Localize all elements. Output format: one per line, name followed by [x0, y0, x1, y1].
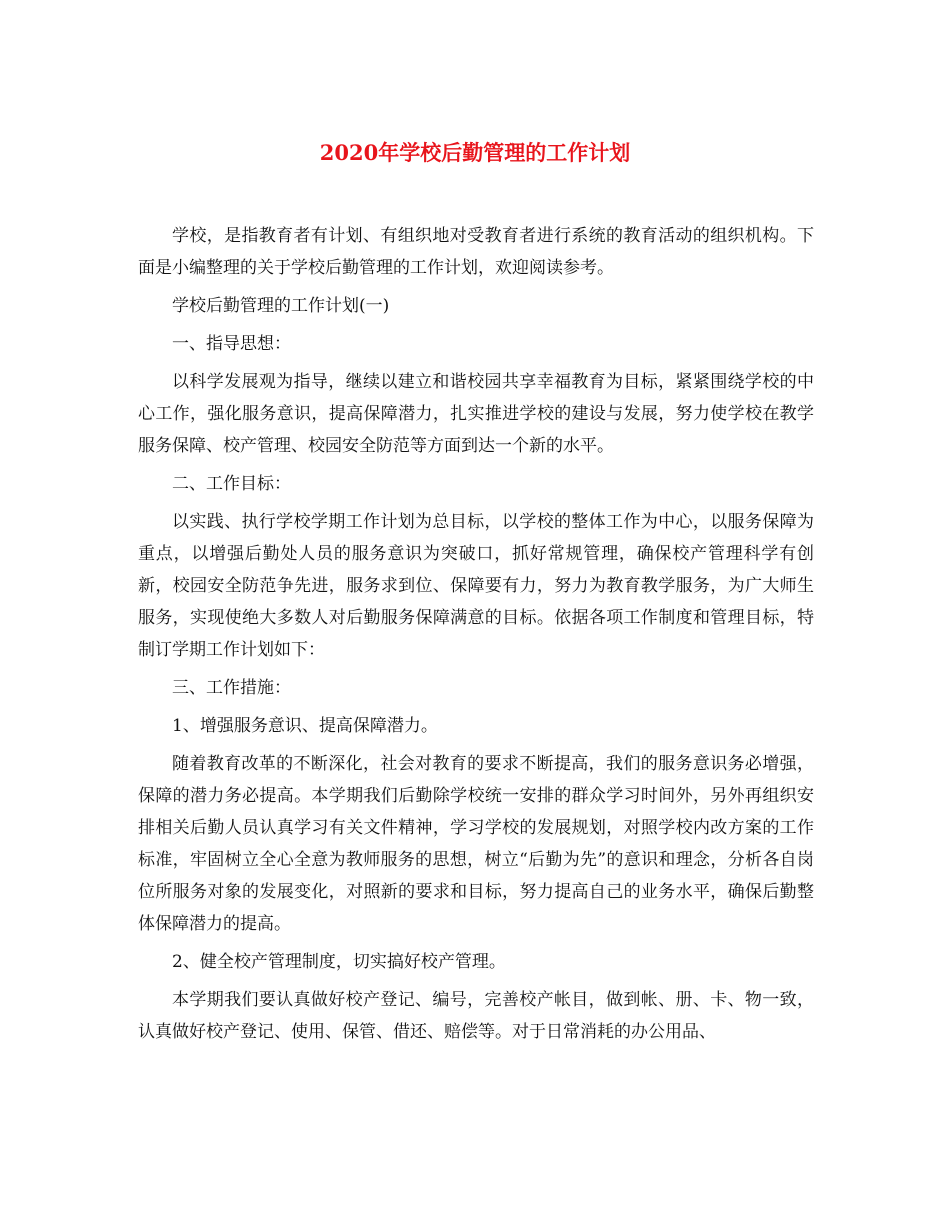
heading-work-measures: 三、工作措施：	[172, 678, 291, 698]
document-title: 2020年学校后勤管理的工作计划	[319, 140, 631, 165]
intro-paragraph: 学校，是指教育者有计划、有组织地对受教育者进行系统的教育活动的组织机构。下面是小编整理的关于学校后勤管理的工作计划，欢迎阅读参考。	[138, 226, 814, 278]
subheading-asset-management: 2、健全校产管理制度，切实搞好校产管理。	[172, 952, 506, 972]
heading-guiding-ideology: 一、指导思想：	[172, 334, 291, 354]
subheading-service-awareness: 1、增强服务意识、提高保障潜力。	[172, 716, 438, 736]
paragraph-guiding-ideology: 以科学发展观为指导，继续以建立和谐校园共享幸福教育为目标，紧紧围绕学校的中心工作，强化服务意识，提高保障潜力，扎实推进学校的建设与发展，努力使学校在教学服务保障、校产管理、校园安全防范等方面到达一个新的水平。	[138, 372, 814, 456]
section-plan-heading: 学校后勤管理的工作计划(一)	[172, 296, 390, 316]
document-body	[138, 220, 814, 1054]
paragraph-work-goals: 以实践、执行学校学期工作计划为总目标，以学校的整体工作为中心，以服务保障为重点，以增强后勤处人员的服务意识为突破口，抓好常规管理，确保校产管理科学有创新，校园安全防范争先进，服务求到位、保障要有力，努力为教育教学服务，为广大师生服务，实现使绝大多数人对后勤服务保障满意的目标。依据各项工作制度和管理目标，特制订学期工作计划如下：	[138, 512, 814, 660]
paragraph-asset-management: 本学期我们要认真做好校产登记、编号，完善校产帐目，做到帐、册、卡、物一致，认真做好校产登记、使用、保管、借还、赔偿等。对于日常消耗的办公用品、	[138, 990, 814, 1042]
heading-work-goals: 二、工作目标：	[172, 474, 291, 494]
paragraph-service-awareness: 随着教育改革的不断深化，社会对教育的要求不断提高，我们的服务意识务必增强，保障的潜力务必提高。本学期我们后勤除学校统一安排的群众学习时间外，另外再组织安排相关后勤人员认真学习有关文件精神，学习学校的发展规划，对照学校内改方案的工作标准，牢固树立全心全意为教师服务的思想，树立“后勤为先”的意识和理念，分析各自岗位所服务对象的发展变化，对照新的要求和目标，努力提高自己的业务水平，确保后勤整体保障潜力的提高。	[138, 754, 814, 934]
